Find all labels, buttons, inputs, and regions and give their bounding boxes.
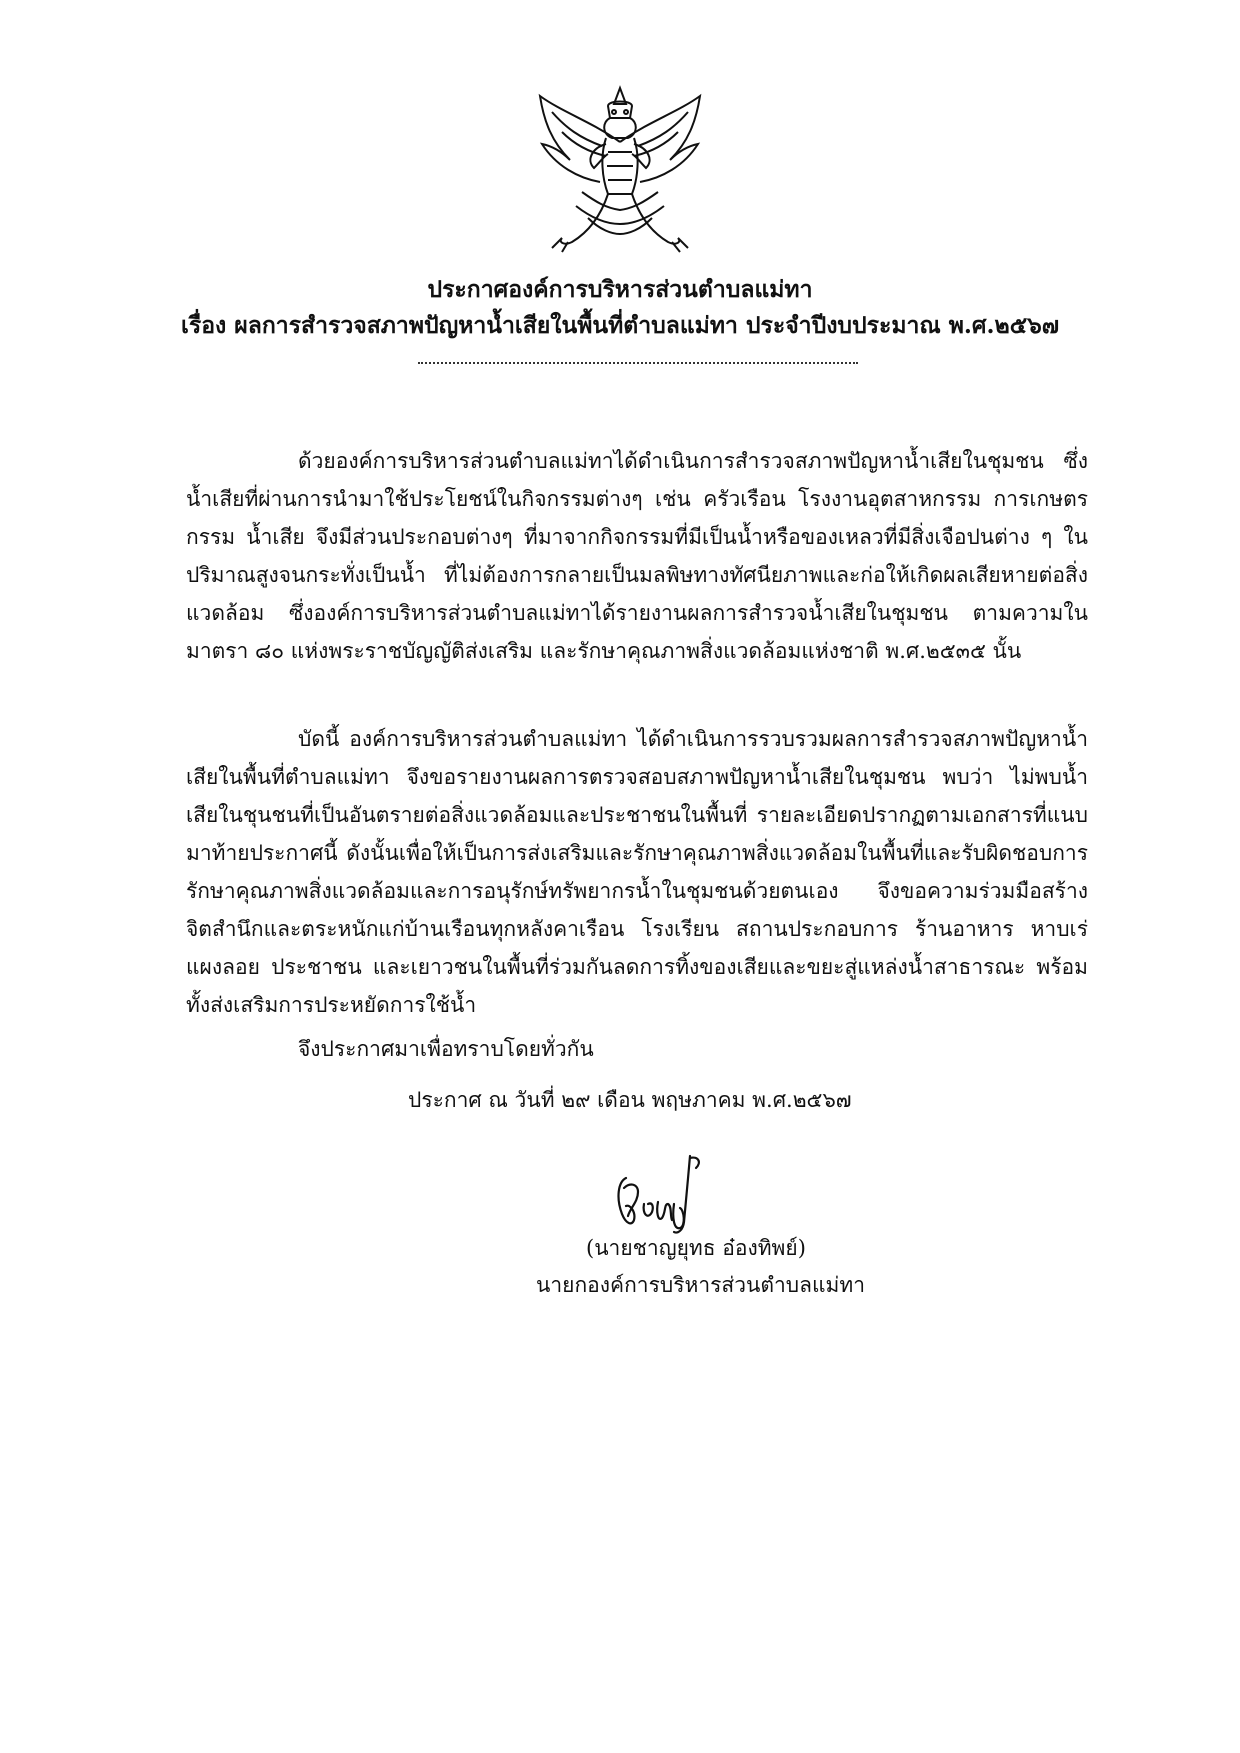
announcement-date: ประกาศ ณ วันที่ ๒๙ เดือน พฤษภาคม พ.ศ.๒๕๖๗ (408, 1088, 852, 1112)
closing-statement: จึงประกาศมาเพื่อทราบโดยทั่วกัน (298, 1037, 594, 1061)
garuda-emblem-icon (522, 82, 718, 258)
signer-position: นายกองค์การบริหารส่วนตำบลแม่ทา (536, 1273, 865, 1297)
body-paragraph-2: บัดนี้ องค์การบริหารส่วนตำบลแม่ทา ได้ดำเนินการรวบรวมผลการสำรวจสภาพปัญหาน้ำเสียในพื้นที่ตำบลแม่ทา จึงขอรายงานผลการตรวจสอบสภาพปัญหาน้ำเสียในชุมชน พบว่า ไม่พบน้ำเสียในชุนชนที่เป็นอันตรายต่อสิ่งแวดล้อมและประชาชนในพื้นที่ รายละเอียดปรากฏตามเอกสารที่แนบมาท้ายประกาศนี้ ดังนั้นเพื่อให้เป็นการส่งเสริมและรักษาคุณภาพสิ่งแวดล้อมในพื้นที่และรับผิดชอบการรักษาคุณภาพสิ่งแวดล้อมและการอนุรักษ์ทรัพยากรน้ำในชุมชนด้วยตนเอง จึงขอความร่วมมือสร้างจิตสำนึกและตระหนักแก่บ้านเรือนทุกหลังคาเรือน โรงเรียน สถานประกอบการ ร้านอาหาร หาบเร่แผงลอย ประชาชน และเยาวชนในพื้นที่ร่วมกันลดการทิ้งของเสียและขยะสู่แหล่งน้ำสาธารณะ พร้อมทั้งส่งเสริมการประหยัดการใช้น้ำ (186, 727, 1088, 1017)
signer-name: (นายชาญยุทธ อ๋องทิพย์) (586, 1236, 806, 1260)
body-paragraph-1: ด้วยองค์การบริหารส่วนตำบลแม่ทาได้ดำเนินการสำรวจสภาพปัญหาน้ำเสียในชุมชน ซึ่งน้ำเสียที่ผ่านการนำมาใช้ประโยชน์ในกิจกรรมต่างๆ เช่น ครัวเรือน โรงงานอุตสาหกรรม การเกษตรกรรม น้ำเสีย จึงมีส่วนประกอบต่างๆ ที่มาจากกิจกรรมที่มีเป็นน้ำหรือของเหลวที่มีสิ่งเจือปนต่าง ๆ ในปริมาณสูงจนกระทั่งเป็นน้ำ ที่ไม่ต้องการกลายเป็นมลพิษทางทัศนียภาพและก่อให้เกิดผลเสียหายต่อสิ่งแวดล้อม ซึ่งองค์การบริหารส่วนตำบลแม่ทาได้รายงานผลการสำรวจน้ำเสียในชุมชน ตามความในมาตรา ๘๐ แห่งพระราชบัญญัติส่งเสริม และรักษาคุณภาพสิ่งแวดล้อมแห่งชาติ พ.ศ.๒๕๓๕ นั้น (186, 449, 1088, 663)
announcement-title: ประกาศองค์การบริหารส่วนตำบลแม่ทา (427, 276, 813, 303)
dotted-separator (418, 362, 858, 364)
announcement-subject: เรื่อง ผลการสำรวจสภาพปัญหาน้ำเสียในพื้นที่ตำบลแม่ทา ประจำปีงบประมาณ พ.ศ.๒๕๖๗ (181, 312, 1059, 339)
